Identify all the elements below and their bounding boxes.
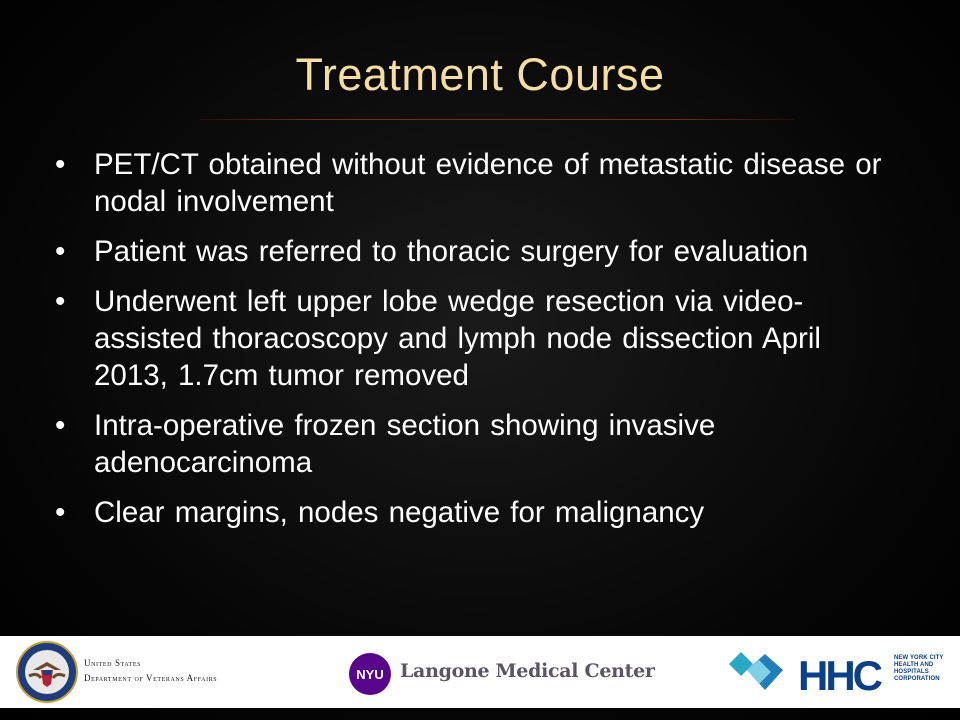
title-divider — [200, 119, 794, 120]
hhc-mark: HHC — [798, 654, 880, 694]
bullet-item — [52, 407, 902, 481]
hhc-corp-line: HOSPITALS — [894, 669, 929, 675]
bullet-item — [52, 146, 902, 220]
hhc-corp-line: HEALTH AND — [894, 662, 934, 668]
hhc-corp-line: NEW YORK CITY — [894, 655, 944, 661]
nyu-mark: NYU — [356, 667, 384, 682]
bullet-text: Underwent left upper lobe wedge resection via video-assisted thoracoscopy and lymph node dissection April 2013, 1.7cm tumor removed — [94, 285, 821, 392]
logo-footer — [0, 636, 960, 708]
hhc-hearts-icon — [725, 648, 787, 696]
bullet-text: Intra-operative frozen section showing invasive adenocarcinoma — [94, 409, 716, 479]
bullet-text: Patient was referred to thoracic surgery for evaluation — [94, 235, 809, 268]
bullet-text: Clear margins, nodes negative for malignancy — [94, 496, 705, 529]
bullet-list — [52, 146, 902, 544]
bullet-item — [52, 283, 902, 394]
bullet-marker: • — [55, 148, 66, 181]
va-line-2: Department of Veterans Affairs — [84, 673, 218, 683]
slide-title: Treatment Course — [295, 49, 665, 100]
bullet-marker: • — [55, 496, 66, 529]
bullet-marker: • — [55, 285, 66, 318]
bullet-item — [52, 494, 902, 531]
langone-wordmark: Langone Medical Center — [400, 660, 655, 682]
hhc-logo-icon — [798, 654, 890, 694]
hhc-corp-line: CORPORATION — [894, 676, 940, 682]
va-seal-icon — [15, 640, 79, 704]
bullet-text: PET/CT obtained without evidence of metastatic disease or nodal involvement — [94, 148, 882, 218]
va-wordmark — [84, 656, 217, 686]
bullet-item — [52, 233, 902, 270]
bullet-marker: • — [55, 409, 66, 442]
bullet-marker: • — [55, 235, 66, 268]
nyu-logo-icon — [348, 652, 392, 696]
va-line-1: United States — [84, 658, 142, 668]
hhc-corp-text — [894, 655, 954, 683]
